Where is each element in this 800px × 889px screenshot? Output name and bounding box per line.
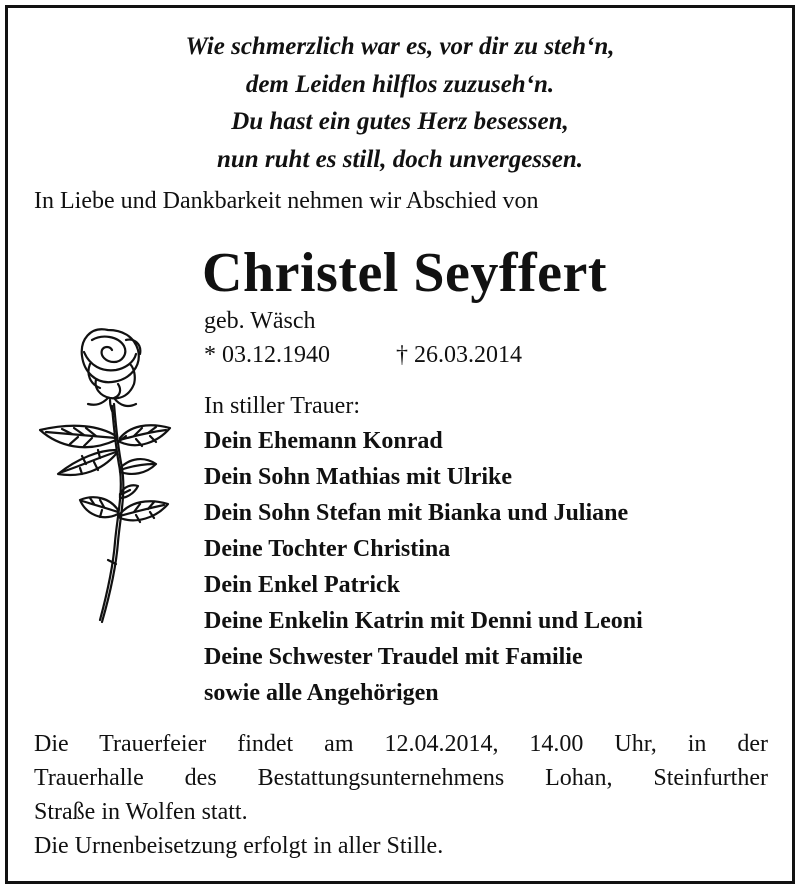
deceased-name: Christel Seyffert [202,242,608,304]
funeral-line: Die Trauerfeier findet am 12.04.2014, 14.00 Uhr, in der [34,731,768,757]
rose-icon [30,318,180,633]
funeral-line: Straße in Wolfen statt. [34,799,248,825]
mourner-item: Deine Tochter Christina [204,536,451,562]
mourner-item: sowie alle Angehörigen [204,680,439,706]
mourner-item: Deine Schwester Traudel mit Familie [204,644,583,670]
funeral-details [34,727,768,863]
burial-note: Die Urnenbeisetzung erfolgt in aller Stille. [34,833,444,859]
life-dates [204,340,522,370]
mourner-item: Deine Enkelin Katrin mit Denni und Leoni [204,608,643,634]
funeral-line: Trauerhalle des Bestattungsunternehmens Lohan, Steinfurther [34,765,768,791]
birth-date: * 03.12.1940 [204,342,330,368]
poem-line: Wie schmerzlich war es, vor dir zu steh‘n, [185,33,615,60]
death-date: † 26.03.2014 [396,342,522,368]
farewell-intro: In Liebe und Dankbarkeit nehmen wir Abschied von [34,188,539,214]
poem-line: Du hast ein gutes Herz besessen, [231,108,569,135]
poem-line: dem Leiden hilflos zuzuseh‘n. [245,70,555,98]
mourner-item: Dein Sohn Stefan mit Bianka und Juliane [204,500,629,526]
mourners-list [204,423,643,711]
poem-line: nun ruht es still, doch unvergessen. [216,145,584,173]
mourner-item: Dein Enkel Patrick [204,572,400,598]
mourning-label: In stiller Trauer: [204,393,360,419]
poem [0,28,800,178]
birth-name: geb. Wäsch [204,308,316,334]
mourner-item: Dein Sohn Mathias mit Ulrike [204,464,513,490]
mourner-item: Dein Ehemann Konrad [204,428,443,454]
